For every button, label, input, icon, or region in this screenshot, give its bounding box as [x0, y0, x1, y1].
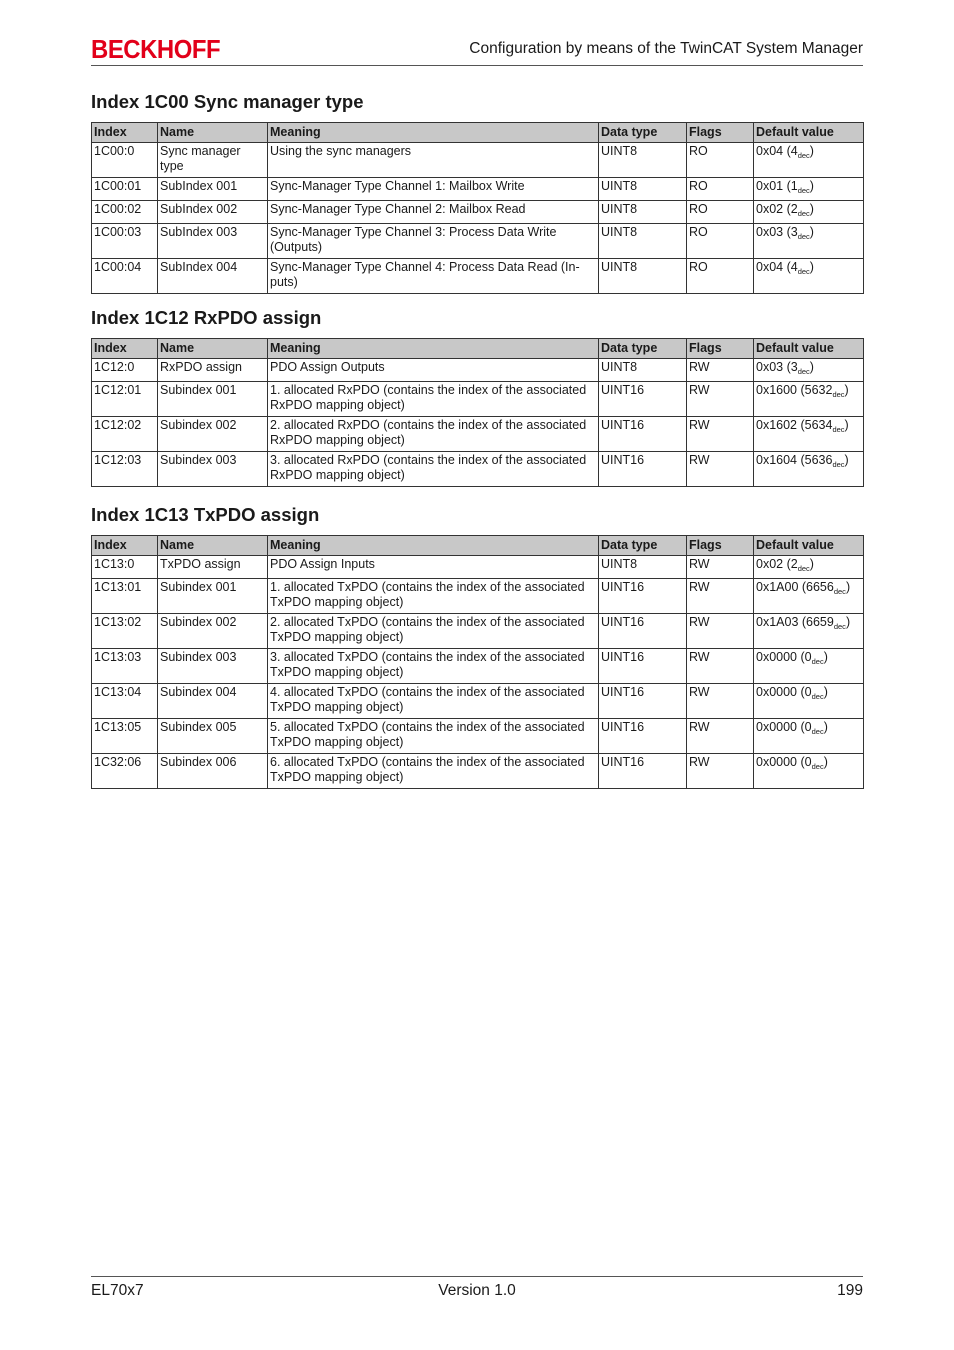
cell-flags: RW [687, 579, 754, 614]
cell-index: 1C13:03 [92, 649, 158, 684]
cell-default-value [754, 143, 864, 178]
cell-index: 1C00:0 [92, 143, 158, 178]
table-row [92, 143, 864, 178]
table-row [92, 556, 864, 579]
table-header-row [92, 339, 864, 359]
cell-type: UINT16 [599, 382, 687, 417]
default-value-subscript: dec [797, 267, 810, 276]
cell-type: UINT8 [599, 359, 687, 382]
column-header: Flags [687, 536, 754, 556]
cell-meaning: PDO Assign Outputs [268, 359, 599, 382]
cell-flags: RW [687, 719, 754, 754]
cell-default-value [754, 684, 864, 719]
table-row [92, 224, 864, 259]
cell-type: UINT8 [599, 143, 687, 178]
default-value-subscript: dec [797, 186, 810, 195]
default-value-subscript: dec [833, 622, 846, 631]
cell-meaning: 5. allocated TxPDO (contains the index of the associated TxPDO mapping object) [268, 719, 599, 754]
cell-type: UINT8 [599, 201, 687, 224]
default-value-text: 0x03 (3 [756, 360, 798, 374]
default-value-close: ) [844, 418, 849, 432]
column-header: Name [158, 123, 268, 143]
cell-index: 1C00:03 [92, 224, 158, 259]
cell-default-value [754, 201, 864, 224]
table-row [92, 259, 864, 294]
cell-type: UINT16 [599, 452, 687, 487]
column-header: Flags [687, 123, 754, 143]
cell-name: Subindex 004 [158, 684, 268, 719]
cell-index: 1C13:0 [92, 556, 158, 579]
default-value-close: ) [845, 615, 851, 629]
table-row [92, 417, 864, 452]
cell-name: Subindex 001 [158, 382, 268, 417]
column-header: Default value [754, 536, 864, 556]
default-value-close: ) [809, 179, 814, 193]
table-1c00 [91, 122, 864, 294]
column-header: Meaning [268, 123, 599, 143]
cell-type: UINT8 [599, 178, 687, 201]
default-value-subscript: dec [832, 460, 845, 469]
column-header: Data type [599, 339, 687, 359]
table-row [92, 614, 864, 649]
default-value-text: 0x0000 (0 [756, 650, 812, 664]
default-value-text: 0x1A00 (6656 [756, 580, 834, 594]
table-row [92, 754, 864, 789]
footer-page-number: 199 [837, 1282, 863, 1299]
cell-default-value [754, 579, 864, 614]
cell-type: UINT16 [599, 614, 687, 649]
cell-name: Subindex 006 [158, 754, 268, 789]
cell-name: SubIndex 003 [158, 224, 268, 259]
page-header [91, 35, 863, 66]
column-header: Meaning [268, 339, 599, 359]
cell-meaning: 3. allocated RxPDO (contains the index of the associated RxPDO mapping object) [268, 452, 599, 487]
column-header: Data type [599, 123, 687, 143]
default-value-text: 0x0000 (0 [756, 685, 812, 699]
default-value-text: 0x0000 (0 [756, 720, 812, 734]
default-value-subscript: dec [797, 209, 810, 218]
cell-flags: RW [687, 754, 754, 789]
cell-flags: RW [687, 359, 754, 382]
cell-meaning: 1. allocated TxPDO (contains the index of the associated TxPDO mapping object) [268, 579, 599, 614]
table-row [92, 201, 864, 224]
cell-name: Subindex 005 [158, 719, 268, 754]
cell-type: UINT8 [599, 259, 687, 294]
cell-meaning: 2. allocated RxPDO (contains the index of the associated RxPDO mapping object) [268, 417, 599, 452]
cell-default-value [754, 359, 864, 382]
cell-index: 1C13:05 [92, 719, 158, 754]
cell-meaning: 2. allocated TxPDO (contains the index of the associated TxPDO mapping object) [268, 614, 599, 649]
section-title-1c13: Index 1C13 TxPDO assign [91, 504, 320, 525]
table-row [92, 684, 864, 719]
cell-index: 1C32:06 [92, 754, 158, 789]
default-value-subscript: dec [797, 151, 810, 160]
default-value-close: ) [809, 202, 814, 216]
cell-type: UINT16 [599, 579, 687, 614]
column-header: Data type [599, 536, 687, 556]
cell-type: UINT8 [599, 224, 687, 259]
header-title: Configuration by means of the TwinCAT System Manager [469, 40, 863, 57]
cell-name: Sync manager type [158, 143, 268, 178]
cell-flags: RO [687, 224, 754, 259]
beckhoff-logo: BECKHOFF [91, 34, 221, 64]
default-value-subscript: dec [797, 367, 810, 376]
cell-meaning: 4. allocated TxPDO (contains the index of the associated TxPDO mapping object) [268, 684, 599, 719]
cell-meaning: PDO Assign Inputs [268, 556, 599, 579]
default-value-subscript: dec [832, 390, 845, 399]
column-header: Default value [754, 339, 864, 359]
table-1c12 [91, 338, 864, 487]
cell-flags: RW [687, 556, 754, 579]
default-value-subscript: dec [811, 727, 824, 736]
column-header: Default value [754, 123, 864, 143]
cell-type: UINT16 [599, 754, 687, 789]
cell-flags: RW [687, 684, 754, 719]
cell-index: 1C12:02 [92, 417, 158, 452]
cell-meaning: 6. allocated TxPDO (contains the index of the associated TxPDO mapping object) [268, 754, 599, 789]
cell-flags: RO [687, 259, 754, 294]
table-row [92, 649, 864, 684]
cell-name: Subindex 002 [158, 417, 268, 452]
default-value-subscript: dec [797, 232, 810, 241]
cell-index: 1C13:04 [92, 684, 158, 719]
table-row [92, 452, 864, 487]
cell-index: 1C12:01 [92, 382, 158, 417]
default-value-close: ) [823, 650, 828, 664]
default-value-close: ) [809, 557, 814, 571]
default-value-subscript: dec [832, 425, 845, 434]
cell-meaning: 3. allocated TxPDO (contains the index of the associated TxPDO mapping object) [268, 649, 599, 684]
cell-default-value [754, 649, 864, 684]
default-value-close: ) [823, 720, 828, 734]
cell-default-value [754, 417, 864, 452]
cell-index: 1C12:03 [92, 452, 158, 487]
footer-version: Version 1.0 [438, 1282, 516, 1299]
page-footer [91, 1276, 863, 1307]
cell-name: Subindex 003 [158, 649, 268, 684]
cell-flags: RO [687, 178, 754, 201]
default-value-text: 0x01 (1 [756, 179, 798, 193]
table-row [92, 579, 864, 614]
cell-flags: RW [687, 614, 754, 649]
cell-name: Subindex 003 [158, 452, 268, 487]
cell-type: UINT16 [599, 649, 687, 684]
cell-name: SubIndex 004 [158, 259, 268, 294]
cell-type: UINT8 [599, 556, 687, 579]
default-value-text: 0x02 (2 [756, 557, 798, 571]
table-row [92, 719, 864, 754]
default-value-close: ) [823, 685, 828, 699]
cell-index: 1C13:01 [92, 579, 158, 614]
cell-name: SubIndex 002 [158, 201, 268, 224]
cell-flags: RO [687, 143, 754, 178]
table-row [92, 178, 864, 201]
section-title-1c12: Index 1C12 RxPDO assign [91, 307, 322, 328]
cell-type: UINT16 [599, 719, 687, 754]
cell-default-value [754, 452, 864, 487]
cell-index: 1C13:02 [92, 614, 158, 649]
default-value-text: 0x02 (2 [756, 202, 798, 216]
default-value-close: ) [844, 453, 849, 467]
cell-name: TxPDO assign [158, 556, 268, 579]
table-header-row [92, 123, 864, 143]
column-header: Index [92, 123, 158, 143]
cell-default-value [754, 719, 864, 754]
cell-index: 1C00:04 [92, 259, 158, 294]
cell-meaning: Sync-Manager Type Channel 3: Process Data Write (Outputs) [268, 224, 599, 259]
default-value-close: ) [809, 144, 814, 158]
cell-meaning: Sync-Manager Type Channel 2: Mailbox Read [268, 201, 599, 224]
cell-meaning: Sync-Manager Type Channel 1: Mailbox Write [268, 178, 599, 201]
default-value-close: ) [823, 755, 828, 769]
default-value-close: ) [809, 225, 814, 239]
cell-index: 1C00:01 [92, 178, 158, 201]
cell-default-value [754, 259, 864, 294]
cell-index: 1C12:0 [92, 359, 158, 382]
cell-flags: RW [687, 649, 754, 684]
cell-default-value [754, 754, 864, 789]
default-value-text: 0x04 (4 [756, 144, 798, 158]
table-row [92, 382, 864, 417]
cell-name: SubIndex 001 [158, 178, 268, 201]
default-value-subscript: dec [811, 692, 824, 701]
cell-name: RxPDO assign [158, 359, 268, 382]
cell-flags: RO [687, 201, 754, 224]
default-value-text: 0x04 (4 [756, 260, 798, 274]
default-value-close: ) [844, 383, 849, 397]
default-value-close: ) [809, 260, 814, 274]
default-value-subscript: dec [797, 564, 810, 573]
cell-default-value [754, 178, 864, 201]
default-value-text: 0x03 (3 [756, 225, 798, 239]
table-header-row [92, 536, 864, 556]
column-header: Name [158, 339, 268, 359]
cell-flags: RW [687, 452, 754, 487]
default-value-close: ) [845, 580, 851, 594]
cell-type: UINT16 [599, 417, 687, 452]
column-header: Meaning [268, 536, 599, 556]
table-1c13 [91, 535, 864, 789]
cell-default-value [754, 224, 864, 259]
footer-product: EL70x7 [91, 1282, 144, 1299]
cell-name: Subindex 002 [158, 614, 268, 649]
default-value-text: 0x1604 (5636 [756, 453, 833, 467]
default-value-subscript: dec [833, 587, 846, 596]
column-header: Index [92, 339, 158, 359]
default-value-text: 0x0000 (0 [756, 755, 812, 769]
default-value-text: 0x1600 (5632 [756, 383, 833, 397]
cell-name: Subindex 001 [158, 579, 268, 614]
default-value-subscript: dec [811, 762, 824, 771]
section-title-1c00: Index 1C00 Sync manager type [91, 91, 364, 112]
default-value-subscript: dec [811, 657, 824, 666]
column-header: Name [158, 536, 268, 556]
column-header: Index [92, 536, 158, 556]
default-value-text: 0x1A03 (6659 [756, 615, 834, 629]
column-header: Flags [687, 339, 754, 359]
cell-default-value [754, 614, 864, 649]
cell-index: 1C00:02 [92, 201, 158, 224]
cell-meaning: Using the sync managers [268, 143, 599, 178]
cell-meaning: Sync-Manager Type Channel 4: Process Data Read (In-puts) [268, 259, 599, 294]
default-value-text: 0x1602 (5634 [756, 418, 833, 432]
cell-type: UINT16 [599, 684, 687, 719]
table-row [92, 359, 864, 382]
cell-flags: RW [687, 382, 754, 417]
default-value-close: ) [809, 360, 814, 374]
cell-default-value [754, 382, 864, 417]
cell-default-value [754, 556, 864, 579]
cell-flags: RW [687, 417, 754, 452]
cell-meaning: 1. allocated RxPDO (contains the index of the associated RxPDO mapping object) [268, 382, 599, 417]
